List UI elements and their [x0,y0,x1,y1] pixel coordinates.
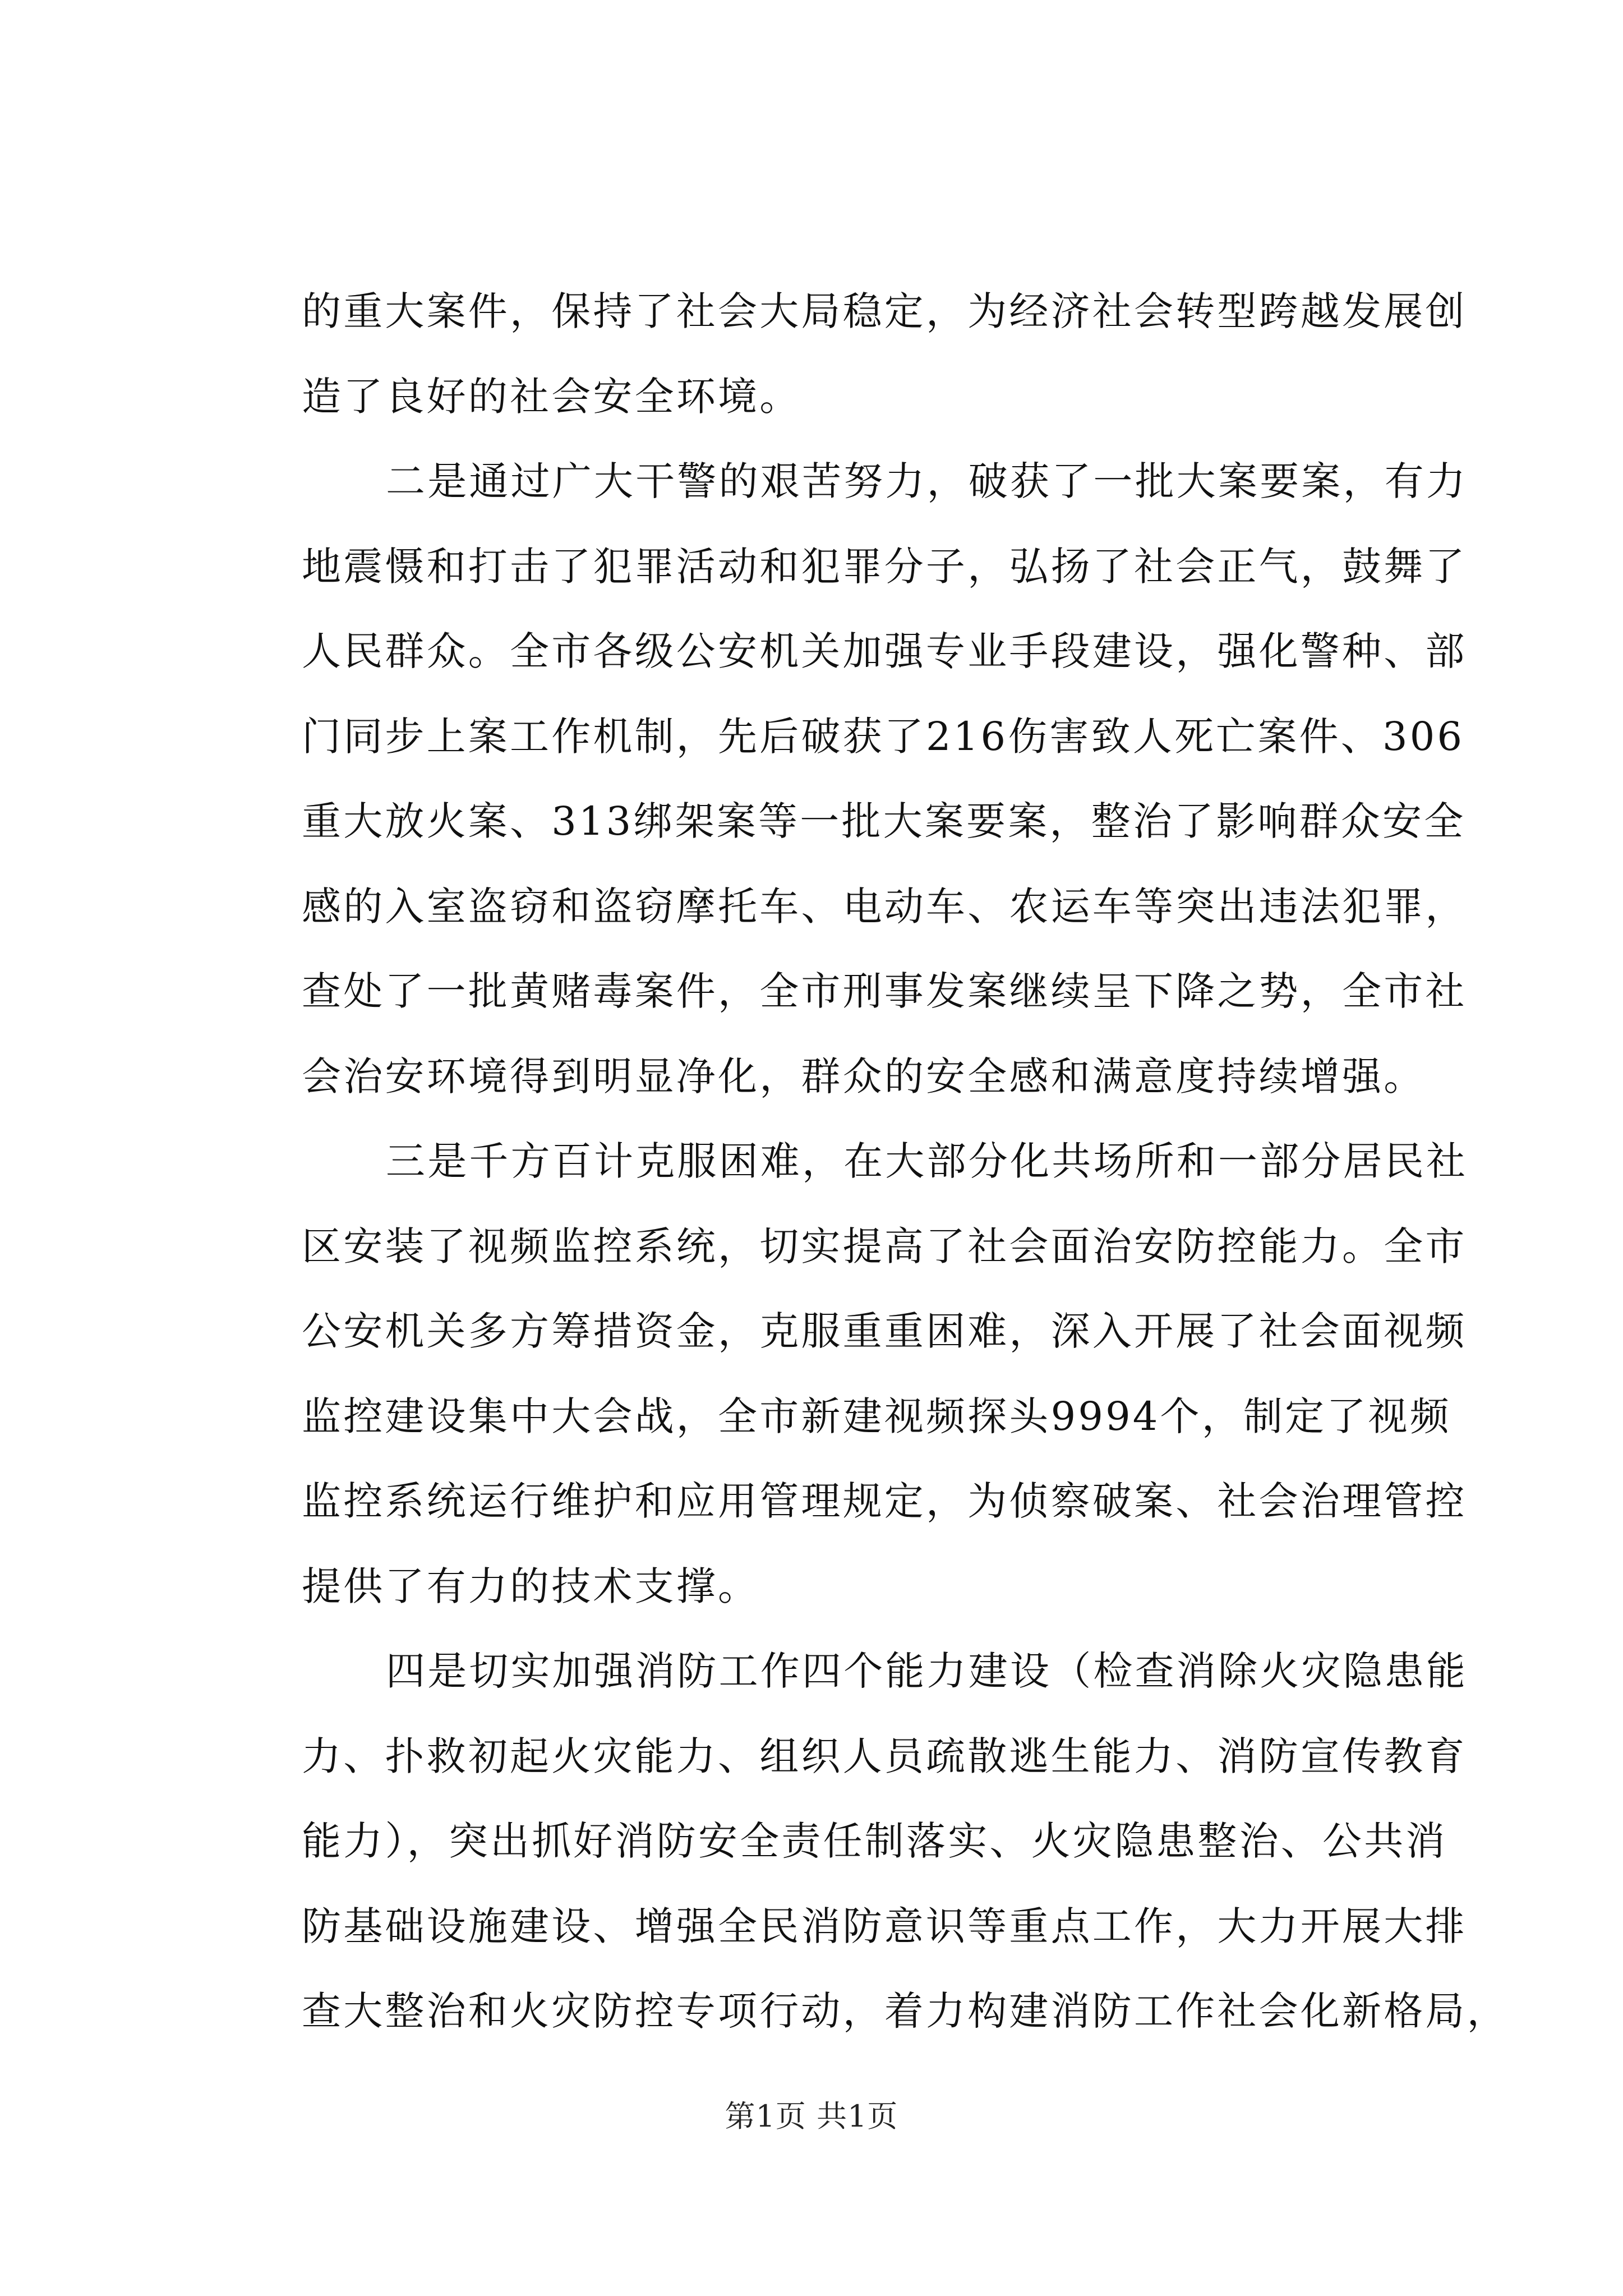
text-line: 监控系统运行维护和应用管理规定，为侦察破案、社会治理管控 [302,1478,1467,1524]
document-body [302,269,1509,2054]
text-line: 感的入室盗窃和盗窃摩托车、电动车、农运车等突出违法犯罪， [302,883,1467,930]
text-line: 二是通过广大干警的艰苦努力，破获了一批大案要案，有力 [386,458,1468,504]
text-line: 区安装了视频监控系统，切实提高了社会面治安防控能力。全市 [302,1223,1467,1269]
text-line: 四是切实加强消防工作四个能力建设（检查消除火灾隐患能 [386,1648,1468,1694]
text-line: 力、扑救初起火灾能力、组织人员疏散逃生能力、消防宣传教育 [302,1733,1467,1779]
text-line: 地震慑和打击了犯罪活动和犯罪分子，弘扬了社会正气，鼓舞了 [302,543,1467,590]
text-line: 能力），突出抓好消防安全责任制落实、火灾隐患整治、公共消 [302,1818,1447,1864]
text-line: 三是千方百计克服困难，在大部分化共场所和一部分居民社 [386,1138,1468,1184]
text-line: 监控建设集中大会战，全市新建视频探头9994个，制定了视频 [302,1393,1451,1439]
text-line: 人民群众。全市各级公安机关加强专业手段建设，强化警种、部 [302,628,1467,674]
page-footer: 第1页 共1页 [725,2099,898,2134]
text-line: 会治安环境得到明显净化，群众的安全感和满意度持续增强。 [302,1053,1426,1099]
text-line: 防基础设施建设、增强全民消防意识等重点工作，大力开展大排 [302,1903,1467,1949]
text-line: 门同步上案工作机制，先后破获了216伤害致人死亡案件、306 [302,713,1465,760]
text-line: 造了良好的社会安全环境。 [302,373,801,420]
text-line: 重大放火案、313绑架案等一批大案要案，整治了影响群众安全 [302,798,1466,844]
text-line: 查大整治和火灾防控专项行动，着力构建消防工作社会化新格局， [302,1988,1509,2034]
text-line: 公安机关多方筹措资金，克服重重困难，深入开展了社会面视频 [302,1308,1467,1354]
text-line: 的重大案件，保持了社会大局稳定，为经济社会转型跨越发展创 [302,288,1467,334]
text-line: 提供了有力的技术支撑。 [302,1563,760,1609]
text-line: 查处了一批黄赌毒案件，全市刑事发案继续呈下降之势，全市社 [302,968,1467,1014]
